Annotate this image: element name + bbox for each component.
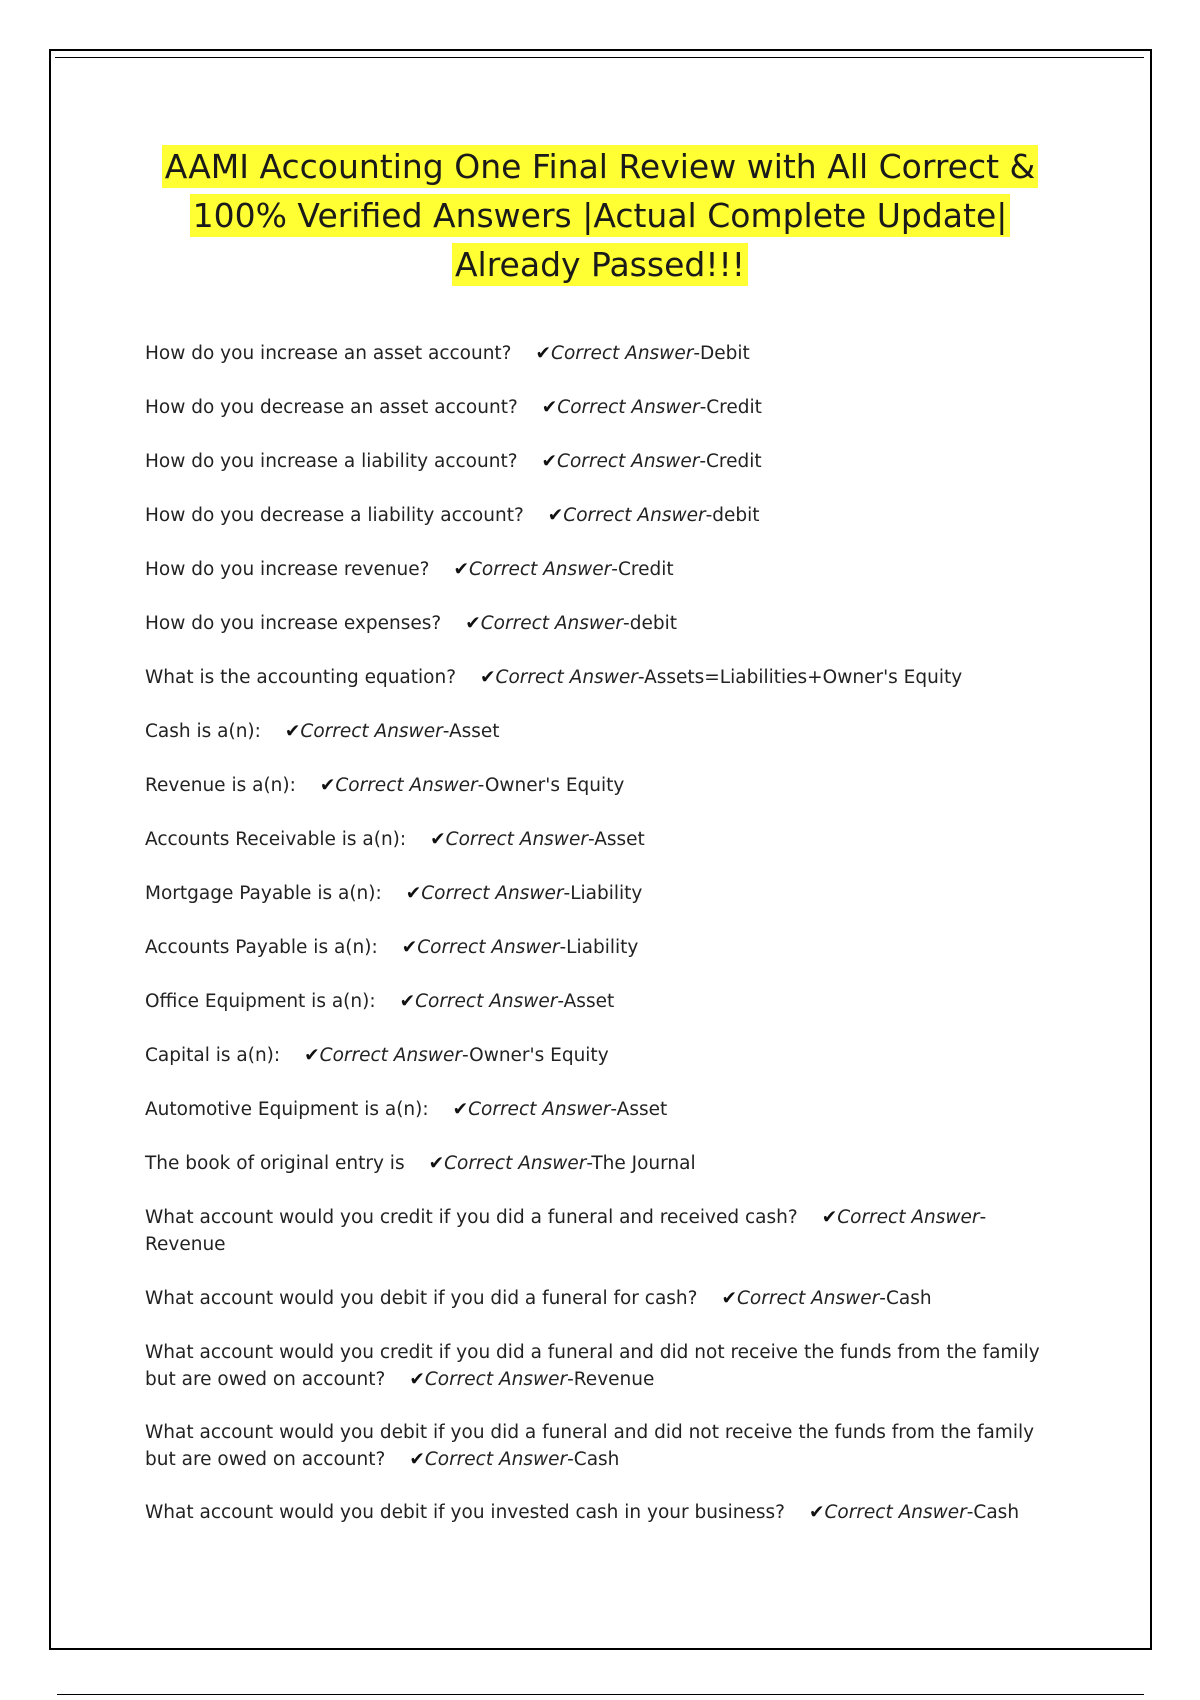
- bottom-rule: [57, 1694, 1144, 1695]
- check-icon: ✔: [465, 613, 481, 634]
- answer-label: Correct Answer: [837, 1207, 980, 1228]
- question-text: Accounts Payable is a(n):: [145, 937, 378, 958]
- question-text: Accounts Receivable is a(n):: [145, 829, 407, 850]
- check-icon: ✔: [430, 829, 446, 850]
- answer-label: Correct Answer: [557, 451, 700, 472]
- question-text: How do you decrease an asset account?: [145, 397, 518, 418]
- answer-label: Correct Answer: [417, 937, 560, 958]
- answer-text: -Asset: [587, 829, 645, 850]
- question-text: What account would you credit if you did a funeral and received cash?: [145, 1207, 798, 1228]
- question-text: What account would you debit if you invested cash in your business?: [145, 1502, 785, 1523]
- qa-item: [145, 718, 1060, 745]
- title-line-2: 100% Verified Answers |Actual Complete Update|: [190, 194, 1011, 237]
- qa-item: [145, 448, 1060, 475]
- answer-text: -Revenue: [145, 1207, 987, 1255]
- check-icon: ✔: [547, 505, 564, 526]
- check-icon: ✔: [541, 451, 558, 472]
- check-icon: ✔: [541, 397, 558, 418]
- title-line-1: AAMI Accounting One Final Review with All Correct &: [162, 145, 1039, 188]
- answer-label: Correct Answer: [444, 1153, 587, 1174]
- qa-item: [145, 664, 1060, 691]
- check-icon: ✔: [821, 1207, 838, 1228]
- answer-label: Correct Answer: [335, 775, 478, 796]
- answer-text: -Credit: [699, 397, 762, 418]
- qa-item: [145, 1339, 1060, 1393]
- answer-text: -Asset: [610, 1099, 668, 1120]
- check-icon: ✔: [405, 883, 422, 904]
- qa-item: [145, 934, 1060, 961]
- check-icon: ✔: [304, 1045, 320, 1066]
- answer-label: Correct Answer: [469, 559, 612, 580]
- question-text: How do you increase a liability account?: [145, 451, 518, 472]
- qa-item: [145, 340, 1060, 367]
- qa-list: [145, 340, 1060, 1553]
- title-block: [140, 142, 1060, 289]
- title-line-3: Already Passed!!!: [452, 243, 748, 286]
- qa-item: [145, 1285, 1060, 1312]
- top-rule: [55, 57, 1144, 58]
- answer-label: Correct Answer: [424, 1449, 568, 1470]
- check-icon: ✔: [399, 991, 416, 1012]
- qa-item: [145, 880, 1060, 907]
- answer-label: Correct Answer: [445, 829, 588, 850]
- answer-text: -Debit: [693, 343, 750, 364]
- answer-label: Correct Answer: [557, 397, 700, 418]
- check-icon: ✔: [428, 1153, 445, 1174]
- answer-text: -Revenue: [567, 1369, 655, 1390]
- question-text: Office Equipment is a(n):: [145, 991, 376, 1012]
- qa-item: [145, 556, 1060, 583]
- document-title: [140, 142, 1060, 289]
- qa-item: [145, 1042, 1060, 1069]
- check-icon: ✔: [453, 559, 469, 580]
- answer-text: -Asset: [442, 721, 500, 742]
- answer-text: -Cash: [567, 1449, 620, 1470]
- check-icon: ✔: [808, 1502, 825, 1523]
- question-text: What account would you debit if you did a funeral for cash?: [145, 1288, 698, 1309]
- check-icon: ✔: [409, 1449, 425, 1470]
- question-text: What account would you credit if you did a funeral and did not receive the funds from the family but are owed on account?: [145, 1342, 1040, 1390]
- answer-text: -Cash: [966, 1502, 1020, 1523]
- question-text: Revenue is a(n):: [145, 775, 296, 796]
- question-text: What is the accounting equation?: [145, 667, 457, 688]
- answer-label: Correct Answer: [468, 1099, 611, 1120]
- answer-text: -Asset: [557, 991, 615, 1012]
- qa-item: [145, 1204, 1060, 1258]
- answer-text: -Cash: [879, 1288, 932, 1309]
- qa-item: [145, 988, 1060, 1015]
- answer-text: -Credit: [611, 559, 674, 580]
- check-icon: ✔: [721, 1288, 737, 1309]
- qa-item: [145, 394, 1060, 421]
- answer-label: Correct Answer: [737, 1288, 880, 1309]
- check-icon: ✔: [535, 343, 552, 364]
- check-icon: ✔: [401, 937, 418, 958]
- question-text: Cash is a(n):: [145, 721, 261, 742]
- answer-label: Correct Answer: [319, 1045, 462, 1066]
- check-icon: ✔: [452, 1099, 469, 1120]
- answer-text: -Assets=Liabilities+Owner's Equity: [637, 667, 963, 688]
- qa-item: [145, 1499, 1060, 1526]
- answer-text: -The Journal: [586, 1153, 696, 1174]
- check-icon: ✔: [409, 1369, 425, 1390]
- answer-label: Correct Answer: [300, 721, 443, 742]
- question-text: Automotive Equipment is a(n):: [145, 1099, 429, 1120]
- qa-item: [145, 610, 1060, 637]
- qa-item: [145, 1096, 1060, 1123]
- answer-label: Correct Answer: [421, 883, 564, 904]
- answer-text: -Liability: [563, 883, 643, 904]
- answer-text: -Owner's Equity: [477, 775, 625, 796]
- qa-item: [145, 502, 1060, 529]
- answer-label: Correct Answer: [415, 991, 558, 1012]
- question-text: Capital is a(n):: [145, 1045, 281, 1066]
- answer-text: -debit: [623, 613, 677, 634]
- answer-text: -Credit: [699, 451, 762, 472]
- answer-label: Correct Answer: [563, 505, 706, 526]
- qa-item: [145, 826, 1060, 853]
- question-text: The book of original entry is: [145, 1153, 405, 1174]
- check-icon: ✔: [284, 721, 301, 742]
- answer-label: Correct Answer: [480, 613, 624, 634]
- answer-label: Correct Answer: [551, 343, 694, 364]
- qa-item: [145, 772, 1060, 799]
- qa-item: [145, 1150, 1060, 1177]
- answer-text: -Liability: [559, 937, 639, 958]
- answer-label: Correct Answer: [424, 1369, 568, 1390]
- question-text: Mortgage Payable is a(n):: [145, 883, 382, 904]
- question-text: How do you increase revenue?: [145, 559, 430, 580]
- question-text: How do you increase an asset account?: [145, 343, 512, 364]
- answer-label: Correct Answer: [824, 1502, 967, 1523]
- question-text: What account would you debit if you did a funeral and did not receive the funds from the family but are owed on account?: [145, 1422, 1035, 1470]
- answer-text: -debit: [705, 505, 760, 526]
- check-icon: ✔: [480, 667, 496, 688]
- question-text: How do you increase expenses?: [145, 613, 442, 634]
- answer-text: -Owner's Equity: [461, 1045, 609, 1066]
- question-text: How do you decrease a liability account?: [145, 505, 524, 526]
- check-icon: ✔: [319, 775, 336, 796]
- answer-label: Correct Answer: [495, 667, 638, 688]
- qa-item: [145, 1419, 1060, 1473]
